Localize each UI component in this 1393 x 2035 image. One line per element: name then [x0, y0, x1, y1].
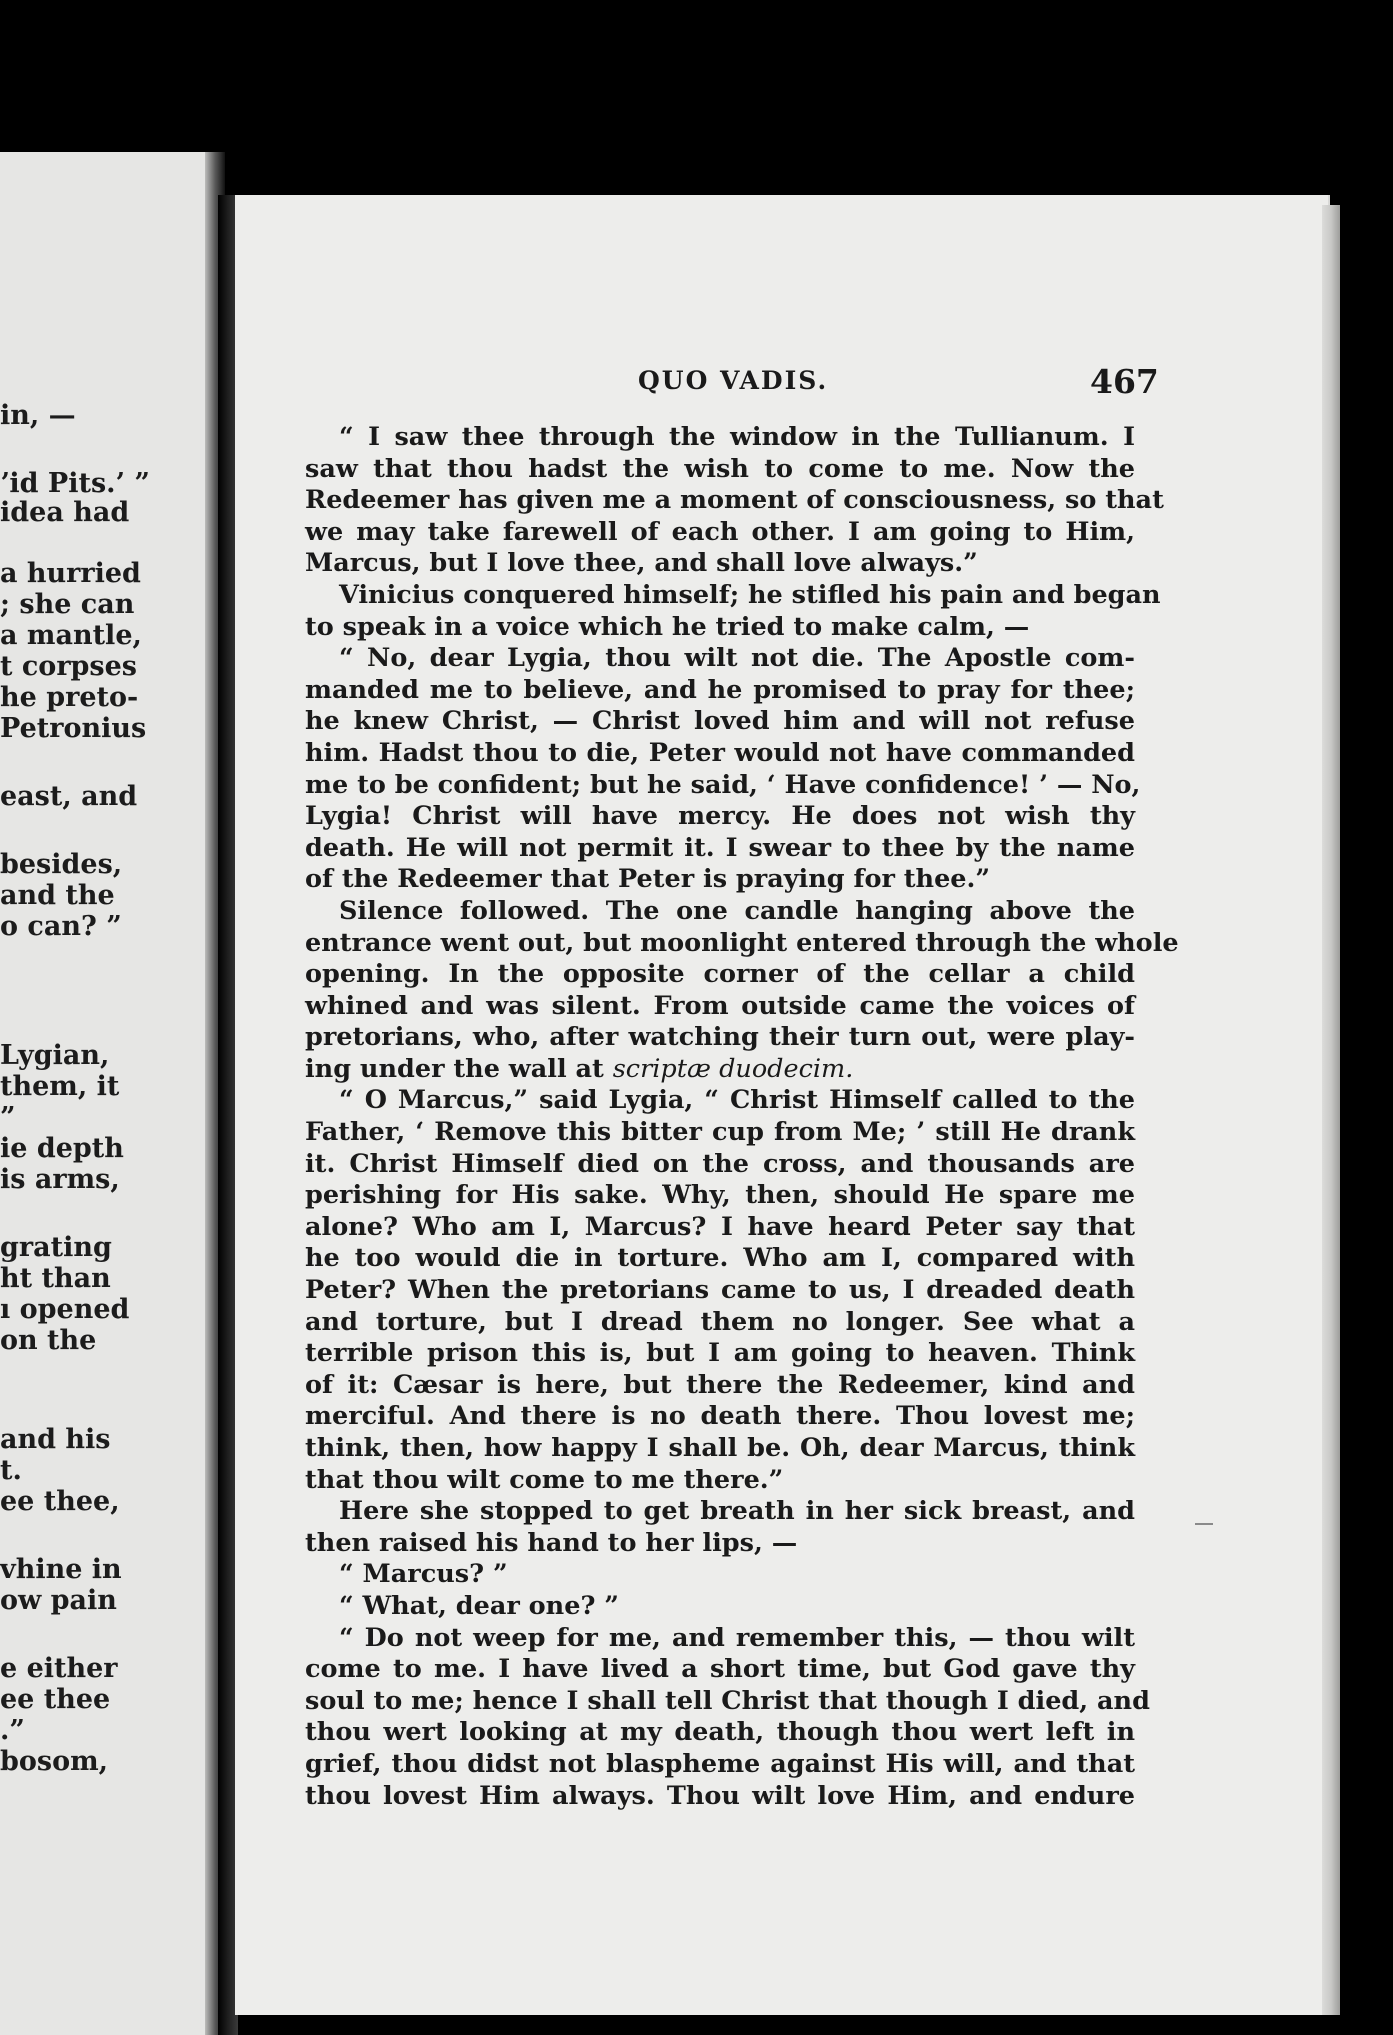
- left-page-line: ”: [0, 1102, 16, 1133]
- left-page-line: ; she can: [0, 589, 135, 620]
- left-page-line: on the: [0, 1325, 97, 1356]
- left-page-line: besides,: [0, 849, 123, 880]
- text-line: he too would die in torture. Who am I, compared with: [305, 1243, 1135, 1274]
- text-line: Father, ‘ Remove this bitter cup from Me; ’ still He drank: [305, 1117, 1135, 1148]
- left-page-line: Petronius: [0, 713, 147, 744]
- left-page-line: t corpses: [0, 651, 138, 682]
- left-page-line: .”: [0, 1715, 25, 1746]
- text-line: death. He will not permit it. I swear to thee by the name: [305, 832, 1135, 863]
- left-page-line: idea had: [0, 497, 130, 528]
- left-page-line: Lygian,: [0, 1040, 110, 1071]
- left-page-line: and his: [0, 1424, 111, 1455]
- page-body-text: [305, 422, 1179, 1812]
- text-line: to speak in a voice which he tried to make calm, —: [305, 611, 1030, 642]
- text-line: he knew Christ, — Christ loved him and will not refuse: [305, 706, 1135, 737]
- text-line: saw that thou hadst the wish to come to me. Now the: [305, 453, 1135, 484]
- left-page-line: ow pain: [0, 1585, 117, 1616]
- left-page-line: ee thee,: [0, 1486, 120, 1517]
- text-line: of the Redeemer that Peter is praying for thee.”: [305, 864, 991, 895]
- text-line: then raised his hand to her lips, —: [305, 1527, 798, 1558]
- text-line: we may take farewell of each other. I am going to Him,: [305, 516, 1135, 547]
- left-page-line: is arms,: [0, 1164, 120, 1195]
- left-page-line: bosom,: [0, 1746, 109, 1777]
- text-line: come to me. I have lived a short time, but God gave thy: [305, 1654, 1135, 1685]
- text-line: whined and was silent. From outside came the voices of: [305, 990, 1135, 1021]
- text-line: merciful. And there is no death there. Thou lovest me;: [305, 1401, 1135, 1432]
- text-line: “ Do not weep for me, and remember this, — thou wilt: [339, 1622, 1135, 1653]
- left-page-line: ie depth: [0, 1133, 124, 1164]
- left-page-line: ı opened: [0, 1294, 130, 1325]
- left-page-line: o can? ”: [0, 911, 122, 942]
- text-line: and torture, but I dread them no longer. See what a: [305, 1306, 1135, 1337]
- text-line: him. Hadst thou to die, Peter would not have commanded: [305, 737, 1135, 768]
- text-line: that thou wilt come to me there.”: [305, 1464, 784, 1495]
- text-line: “ No, dear Lygia, thou wilt not die. The Apostle com-: [339, 643, 1135, 674]
- text-line: “ What, dear one? ”: [339, 1590, 619, 1621]
- text-line: Silence followed. The one candle hanging above the: [339, 895, 1135, 926]
- text-line: Here she stopped to get breath in her sick breast, and: [339, 1496, 1135, 1527]
- text-line: thou lovest Him always. Thou wilt love Him, and endure: [305, 1780, 1135, 1811]
- text-line: Redeemer has given me a moment of consciousness, so that: [305, 485, 1164, 516]
- right-page-edge: [1322, 205, 1340, 2015]
- left-page-line: grating: [0, 1232, 112, 1263]
- text-line: thou wert looking at my death, though thou wert left in: [305, 1717, 1135, 1748]
- left-page-line: e either: [0, 1653, 118, 1684]
- text-line: pretorians, who, after watching their turn out, were play-: [305, 1022, 1135, 1053]
- text-line: of it: Cæsar is here, but there the Redeemer, kind and: [305, 1369, 1135, 1400]
- text-line: think, then, how happy I shall be. Oh, dear Marcus, think: [305, 1433, 1135, 1463]
- text-line: “ O Marcus,” said Lygia, “ Christ Himself called to the: [339, 1085, 1135, 1116]
- text-line: it. Christ Himself died on the cross, and thousands are: [305, 1148, 1135, 1179]
- text-line: terrible prison this is, but I am going to heaven. Think: [305, 1338, 1135, 1369]
- text-line: Marcus, but I love thee, and shall love always.”: [305, 548, 978, 579]
- text-line: ing under the wall at scriptæ duodecim.: [305, 1053, 854, 1084]
- left-page-line: ee thee: [0, 1684, 111, 1715]
- text-line: “ I saw thee through the window in the Tullianum. I: [339, 422, 1135, 452]
- text-line: manded me to believe, and he promised to pray for thee;: [305, 674, 1135, 705]
- left-page-line: a mantle,: [0, 620, 142, 651]
- text-line: soul to me; hence I shall tell Christ that though I died, and: [305, 1685, 1150, 1716]
- text-line: Vinicius conquered himself; he stifled his pain and began: [339, 579, 1161, 610]
- text-line: Lygia! Christ will have mercy. He does not wish thy: [305, 801, 1135, 832]
- margin-mark: [1195, 1523, 1213, 1525]
- text-line: me to be confident; but he said, ‘ Have confidence! ’ — No,: [305, 769, 1141, 800]
- left-page-line: vhine in: [0, 1554, 122, 1585]
- page-number: 467: [1090, 362, 1159, 401]
- text-line: grief, thou didst not blaspheme against His will, and that: [305, 1748, 1135, 1779]
- text-line: alone? Who am I, Marcus? I have heard Peter say that: [305, 1211, 1135, 1242]
- text-line: “ Marcus? ”: [339, 1559, 508, 1590]
- running-title: QUO VADIS.: [638, 366, 829, 395]
- text-line: opening. In the opposite corner of the cellar a child: [305, 959, 1135, 990]
- text-line: Peter? When the pretorians came to us, I dreaded death: [305, 1275, 1135, 1306]
- text-line: entrance went out, but moonlight entered through the whole: [305, 927, 1179, 958]
- left-page-line: a hurried: [0, 558, 141, 589]
- left-page-line: ht than: [0, 1263, 111, 1294]
- left-page-line: t.: [0, 1455, 22, 1486]
- left-page-line: them, it: [0, 1071, 120, 1102]
- left-page-line: and the: [0, 880, 115, 911]
- left-page-line: in, —: [0, 400, 76, 431]
- left-page-line: he preto-: [0, 682, 139, 713]
- text-line: perishing for His sake. Why, then, should He spare me: [305, 1180, 1135, 1211]
- left-page-line: ʼid Pits.’ ”: [0, 468, 150, 499]
- left-page-line: east, and: [0, 781, 138, 812]
